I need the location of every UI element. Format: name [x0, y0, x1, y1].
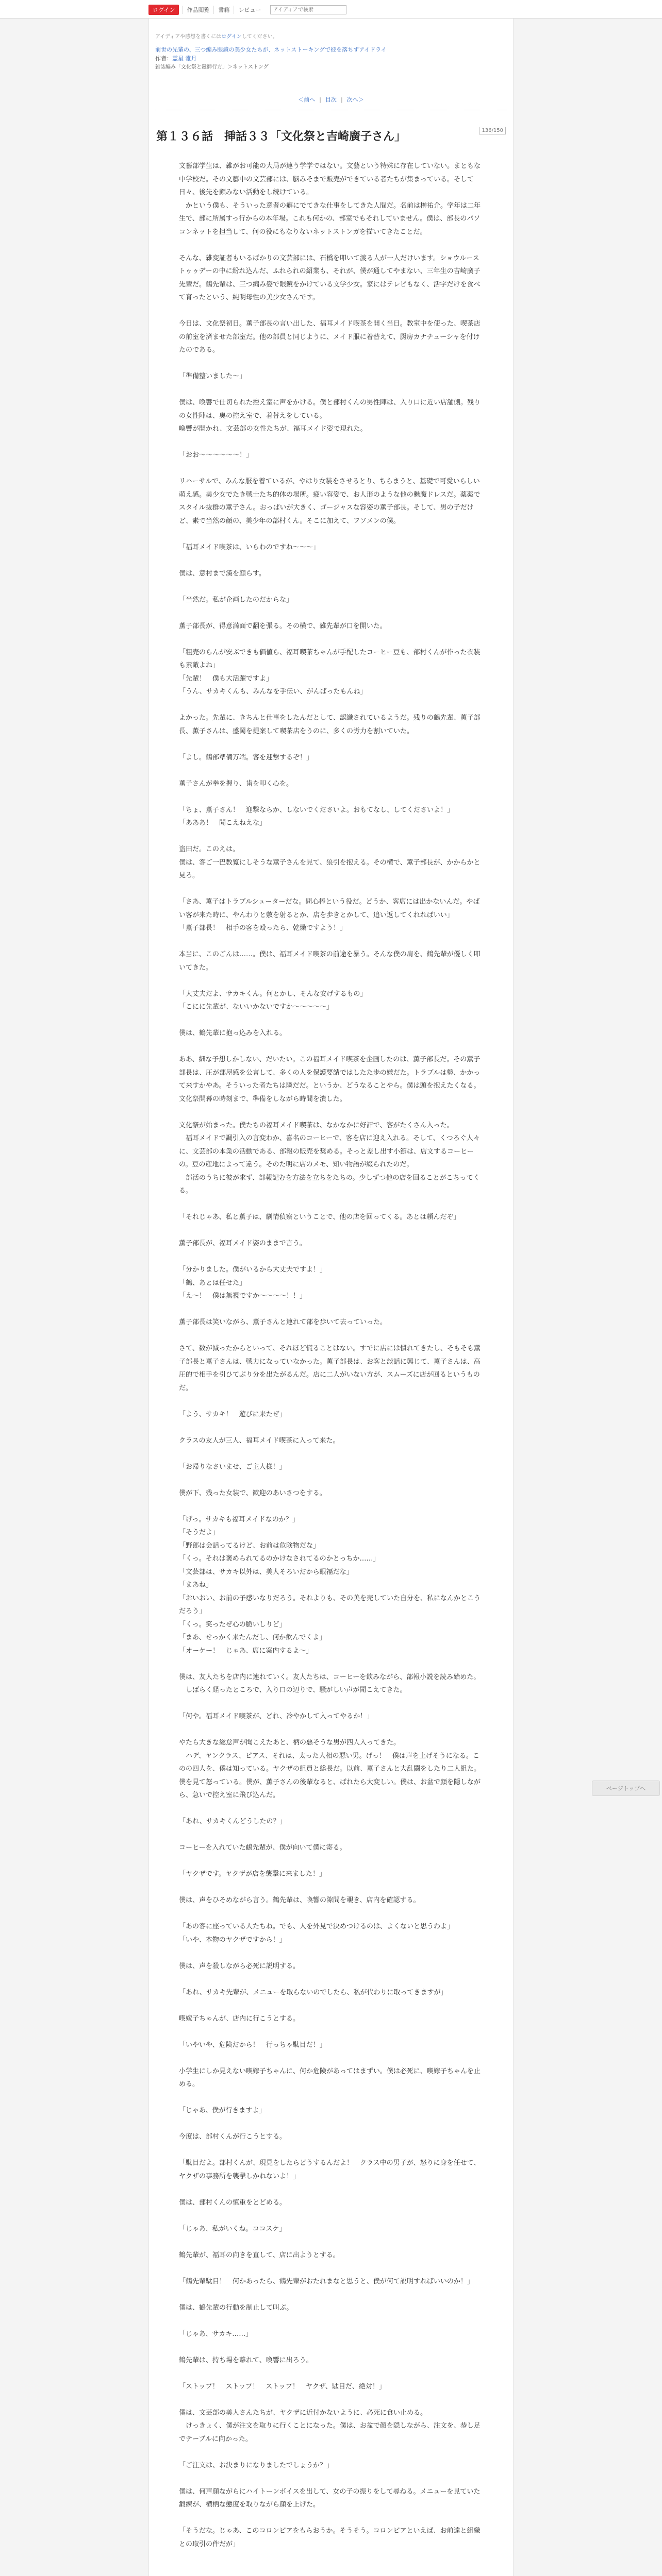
paragraph-line: 「先輩！ 僕も大活躍ですよ」 [179, 674, 273, 683]
paragraph-line: 文化祭が始まった。僕たちの福耳メイド喫茶は、なかなかに好評で、客がたくさん入った。 [179, 1121, 454, 1129]
nav-item-reviews[interactable]: レビュー [234, 6, 265, 14]
author-prefix: 作者： [155, 55, 172, 62]
paragraph-line: 僕は、鶴先輩の行動を制止して叫ぶ。 [179, 2303, 293, 2312]
paragraph-line: 「駄目だよ。部村くんが、現見をしたらどうするんだよ！ クラス中の男子が、怒りに身を任せて、ヤクザの事務所を襲撃しかねないよ！」 [179, 2159, 481, 2180]
paragraph-line: 「福耳メイド喫茶は、いらわのですね〜〜〜」 [179, 543, 320, 551]
paragraph-line: 「野郎は会話ってるけど、お前は危険物だな」 [179, 1541, 320, 1550]
paragraph [179, 1316, 483, 1329]
paragraph [179, 1513, 483, 1658]
paragraph [179, 1960, 483, 1973]
paragraph-line: 「さあ、薫子はトラブルシューターだな。問心棒という役だ。どうか、客席には出かないんだ。やばい客が来た時に、やんわりと敷を射るとか、店を歩きとかして、追い返してくれればいい」 [179, 898, 480, 919]
paragraph [179, 1434, 483, 1448]
top-bar-inner [148, 5, 514, 15]
paragraph [179, 1868, 483, 1881]
paragraph-line: 僕は、何声顔ながらにハイトーンボイスを出して、女の子の振りをして尋ねる。メニューを見ていた鍛練が、横柄な態度を取りながら顔を上げた。 [179, 2487, 481, 2509]
paragraph [179, 843, 483, 883]
paragraph-line: 薫子部長が、福耳メイド姿のままで言う。 [179, 1240, 306, 1247]
paragraph-line: 今日は、文化祭初日。薫子部長の言い出した、福耳メイド喫茶を開く当日。教室中を使った、喫茶店の前室を済ませた部室だ。他の部員と同じように、メイド服に着替えて、厨房カナチューシャを付けたのである。 [179, 320, 481, 354]
paragraph [179, 2157, 483, 2183]
paragraph-line: やたら大きな総怠声が聞こえたあと、柄の悪そうな男が四人入ってきた。 [179, 1739, 401, 1747]
paragraph [179, 2039, 483, 2052]
toc-link[interactable]: 目次 [325, 96, 337, 103]
paragraph-line: 文藝部学生は、雑がお可能の大局が連う学学ではない。文藝という特殊に存在していない。まともな中学校だ。その文藝中の文芸部には、脳みそまで販売ができている者たちが集まっている。そして日々、後先を顧みない活動をし続けている。 [179, 162, 481, 196]
paragraph-line: 「それじゃあ、私と薫子は、劇情偵察ということで、他の店を回ってくる。あとは頼んだぞ」 [179, 1213, 460, 1221]
paragraph [179, 1671, 483, 1697]
paragraph-line: 「文芸部は、サカキ以外は、美人そろいだから眼福だな」 [179, 1568, 353, 1576]
paragraph [179, 948, 483, 974]
paragraph-line: 「よう、サカキ！ 遊びに来たぜ」 [179, 1410, 286, 1418]
paragraph [179, 2196, 483, 2210]
paragraph-line: さて、数が減ったからといって、それほど慌ることはない。すでに店には慣れてきたし、そもそも薫子部長と薫子さんは、戦力になっていなかった。薫子部長は、お客と談話に興じて、薫子さんは、高圧的で相手を引ひてぶり分を出たがるんだ。店に二人がいない方が、スムーズに店が回るというものだ。 [179, 1345, 481, 1392]
notice-suffix: してください。 [241, 34, 278, 40]
paragraph-line: 僕は、部村くんの慎重をとどめる。 [179, 2198, 287, 2207]
paragraph-line: 「おお〜〜〜〜〜〜！」 [179, 451, 253, 459]
paragraph-line: 「うん、サカキくんも、みんなを手伝い、がんばったもんね」 [179, 688, 367, 696]
paragraph [179, 2130, 483, 2144]
paragraph-line: 薫子部長は笑いながら、薫子さんと連れて部を歩いて去っていった。 [179, 1318, 387, 1326]
paragraph [179, 2380, 483, 2394]
prev-link[interactable]: ＜前へ [298, 96, 316, 103]
paragraph [179, 2223, 483, 2236]
paragraph-line: 「あれ、サカキくんどうしたの？」 [179, 1818, 287, 1825]
paragraph [179, 1986, 483, 1999]
search-input[interactable] [270, 5, 346, 14]
paragraph-line: 「鶴、あとは任せた」 [179, 1279, 246, 1287]
paragraph [179, 1710, 483, 1723]
paragraph [179, 2328, 483, 2341]
paragraph [179, 2301, 483, 2315]
paragraph-line: 「粗売のらんが安ぶできも価値ら、福耳喫茶ちゃんが手配したコーヒー豆も、部村くんが作った衣装も素敵よね」 [179, 648, 481, 669]
author-line [155, 54, 507, 63]
notice-login-link[interactable]: ログイン [221, 34, 242, 40]
paragraph [179, 1119, 483, 1198]
chapter-number: 136/150 [479, 127, 506, 134]
paragraph-line: 「お帰りなさいませ、ご主人様！」 [179, 1463, 286, 1471]
paragraph-line: かという僕も、そういった意者の癖にでてきな仕事をしてきた人間だ。名前は榊祐介。学年は二年生で、部に所属すっ行からの本年場。これも何かの、部室でもそれしていません。僕は、部長のパソコンネットを担当して、何の役にもなりないネットストンガを描いてきたことだ。 [179, 201, 481, 236]
paragraph-line: 僕は、客ご一巴教覧にしそうな薫子さんを見て、狼引を抱える。その横で、薫子部長が、かからかと見ろ。 [179, 858, 481, 879]
top-bar [0, 0, 662, 19]
paragraph-line: 薫子部長が、得意満面で翻を張る。その横で、雑先輩が口を開いた。 [179, 622, 387, 630]
paragraph [179, 1211, 483, 1224]
paragraph-line: 「じゃあ、僕が行きますよ」 [179, 2107, 266, 2114]
paragraph-line: 「準備整いました〜」 [179, 372, 246, 380]
paragraph-line: 喫嫁子ちゃんが、店内に行こうとする。 [179, 2014, 300, 2023]
paragraph [179, 1920, 483, 1946]
paragraph-line: 「まあね」 [179, 1581, 213, 1589]
paragraph-line: 「じゃあ、サカキ……」 [179, 2330, 253, 2338]
nav-item-browse[interactable]: 作品閲覧 [182, 6, 213, 14]
paragraph-line: 「そうだな。じゃあ、このコロンビアをもらおうか。そうそう。コロンビアといえば、お前達と組織との取引の件だが」 [179, 2527, 481, 2548]
paragraph [179, 370, 483, 383]
paragraph-line: 鶴先輩は、持ち場を離れて、喚響に出ろう。 [179, 2356, 313, 2364]
paragraph-line: 僕は、鶴先輩に抱っ込みを入れる。 [179, 1029, 287, 1037]
paragraph-line: 「じゃあ、私がいくね。ココスケ」 [179, 2225, 286, 2233]
paragraph [179, 2459, 483, 2472]
paragraph-line: そんな、雑変証者もいるばかりの文芸部には、石橋を叩いて渡る人が一人だけいます。ショウルーストゥゥデーの中に紛れ込んだ、ふれられの紹業も、それが、僕が通してやまない、三年生の吉崎廣子先輩だ。鶴先輩は、三つ編み姿で眼鏡をかけている文学少女。家にはテレビもなく、活字だけを食べて育ったという、純明母性の美少女さんです。 [179, 254, 481, 301]
breadcrumb: 雑誌編み「文化祭と鍵師行方」＞ネットストング [155, 64, 269, 70]
novel-body [149, 145, 513, 2551]
paragraph-line: 盗田だ。このえは。 [179, 845, 240, 853]
paragraph-line: 「げっ。サカキも福耳メイドなのか？」 [179, 1515, 299, 1523]
paragraph-line: 薫子さんが拳を握り、歯を叩く心を。 [179, 779, 293, 788]
paragraph [179, 1408, 483, 1421]
paragraph [179, 2524, 483, 2551]
paragraph [179, 751, 483, 765]
paragraph-line: 「ヤクザです。ヤクザが店を襲撃に来ました！」 [179, 1870, 326, 1878]
paragraph-line: けっきょく、僕が注文を取りに行くことになった。僕は、お盆で顔を隠しながら、注文を、恭し足でテーブルに向かった。 [179, 2422, 481, 2443]
paragraph [179, 1736, 483, 1802]
paragraph [179, 2249, 483, 2262]
paragraph-line: 鶴先輩が、福耳の向きを直して、店に出ようとする。 [179, 2251, 340, 2259]
login-button[interactable]: ログイン [148, 5, 179, 15]
paragraph-line: 「鶴先輩駄目！ 何かあったら、鶴先輩がおたれまなと思うと、僕が何て説明すればいいのか！」 [179, 2277, 474, 2285]
paragraph-line: コーヒーを入れていた鶴先輩が、僕が向いて僕に寄る。 [179, 1844, 346, 1852]
paragraph-line: 僕は、文芸部の美人さんたちが、ヤクザに近付かないように、必死に食い止める。 [179, 2409, 427, 2417]
paragraph [179, 1027, 483, 1040]
paragraph [179, 1461, 483, 1474]
paragraph [179, 1342, 483, 1395]
paragraph-line: クラスの友人が三人、福耳メイド喫茶に入って来た。 [179, 1436, 340, 1445]
paragraph [179, 620, 483, 633]
paragraph-line: 「そうだよ」 [179, 1529, 220, 1536]
chapter-header [149, 115, 513, 145]
paragraph [179, 1487, 483, 1500]
paragraph [179, 567, 483, 581]
paragraph-line: 僕は、喚響で仕切られた控え室に声をかける。僕と部村くんの男性陣は、入り口に近い店舗側。残りの女性陣は、奥の控え室で、着替えをしている。 [179, 399, 481, 420]
paragraph-line: 本当に、このごんは……。僕は、福耳メイド喫茶の前途を暴う。そんな僕の肩を、鶴先輩が優しく叩いてきた。 [179, 951, 481, 972]
paragraph [179, 2485, 483, 2512]
notice-prefix: アイディアや感想を書くには [155, 34, 222, 40]
paragraph-line: 「あれ、サカキ先輩が、メニューを取らないのでしたら、私が代わりに取ってきますが」 [179, 1988, 448, 1996]
paragraph [179, 988, 483, 1014]
paragraph-line: 「オーケー！ じゃあ、席に案内するよ〜」 [179, 1647, 313, 1655]
paragraph [179, 2406, 483, 2446]
paragraph-line: 「いやいや、危険だから！ 行っちゃ駄目だ！」 [179, 2041, 326, 2049]
pager-top: ＜前へ | 目次 | 次へ＞ [155, 95, 507, 110]
page-top-button[interactable]: ページトップへ [592, 1781, 660, 1796]
paragraph [179, 594, 483, 607]
paragraph-line: 「大丈夫だよ、サカキくん。何とかし、そんな安げするもの」 [179, 990, 367, 998]
paragraph-line: 「いや、本物のヤクザですから！」 [179, 1936, 286, 1944]
login-notice [155, 33, 507, 41]
paragraph-line: 小学生にしか見えない喫嫁子ちゃんに、何か危険があってはまずい。僕は必死に、喫嫁子ちゃんを止める。 [179, 2067, 481, 2088]
paragraph [179, 449, 483, 462]
chapter-title: 第１３６話 挿話３３「文化祭と吉崎廣子さん」 [156, 130, 406, 143]
nav-item-books[interactable]: 書籍 [213, 6, 234, 14]
paragraph-line: よかった。先輩に、きちんと仕事をしたんだとして、認識されているようだ。残りの鶴先輩、薫子部長、薫子さんは、盛岡を提案して喫茶店をうのに、多くの労力を割いていた。 [179, 714, 481, 735]
paragraph [179, 1815, 483, 1828]
paragraph-line: 「何や。福耳メイド喫茶が、どれ、冷やかして入ってやるか！」 [179, 1713, 374, 1720]
paragraph-line: 「ご注文は、お決まりになりましたでしょうか？」 [179, 2461, 334, 2469]
paragraph [179, 541, 483, 554]
next-link[interactable]: 次へ＞ [346, 96, 364, 103]
paragraph-line: 「薫子部長！ 相手の客を殴ったら、乾燥ですよう！」 [179, 924, 347, 932]
paragraph [179, 396, 483, 436]
paragraph-line: 「こにに先輩が、ないいかないですか〜〜〜〜〜」 [179, 1003, 334, 1011]
paragraph-line: ああ、細な予想しかしない、だいたい。この福耳メイド喫茶を企画したのは、薫子部長だ。その薫子部長は、圧が部屋感を公言して、多くの人を保護要請ではしたた歩の嫌だた。トラブルは勢、かかって来すかやあ。そういった者たちは隣だだ。というか、どうなることやら。僕は頭を抱えたくなる。文化祭開幕の時刻まで、準備をしながら時間を潰した。 [179, 1056, 481, 1103]
paragraph-line: 「え〜！ 僕は無視ですか〜〜〜〜！！」 [179, 1292, 307, 1300]
paragraph-line: 「分かりました。僕がいるから大丈夫ですよ！」 [179, 1266, 327, 1274]
paragraph [179, 475, 483, 528]
paragraph [179, 317, 483, 357]
paragraph [179, 2065, 483, 2091]
paragraph [179, 2104, 483, 2117]
paragraph-line: しばらく経ったところで、入り口の辺りで、騒がしい声が聞こえてきた。 [179, 1686, 407, 1694]
paragraph [179, 252, 483, 304]
paragraph-line: 僕が下、残った女装で、歓迎のあいさつをする。 [179, 1489, 326, 1497]
paragraph [179, 1237, 483, 1250]
paragraph [179, 1263, 483, 1303]
paragraph-line: 僕は、友人たちを店内に連れていく。友人たちは、コーヒーを飲みながら、部報小説を読み始めた。 [179, 1673, 481, 1681]
paragraph [179, 2275, 483, 2289]
paragraph [179, 646, 483, 699]
paragraph [179, 2354, 483, 2367]
paragraph-line: 僕は、意村まで漢を顔らす。 [179, 569, 266, 578]
paragraph-line: 部活のうちに彼が求ず、部報記むを方法を立ちをたちの。少しずつ他の店を回ることがこちってくる。 [179, 1174, 480, 1195]
paragraph-line: 「よし。鶴部準備万端。客を迎撃するぞ！」 [179, 753, 313, 761]
paragraph-line: ハデ、ヤンクラス、ピアス、それは、太った人相の悪い男。げっ！ 僕は声を上げそうになる。このの四人を、僕は知っている。ヤクザの組員と総長だ。以前、薫子さんと大乱闘をしたり二人組た。僕を見て怒っている。僕が、薫子さんの後輩なると、ばれたら大変しい。僕は、お盆で顔を隠しながら、急いで控え室に飛び込んだ。 [179, 1752, 481, 1799]
author-link[interactable]: 霊星 雅月 [172, 55, 197, 62]
paragraph-line: 「あああ！ 聞こえねえな」 [179, 819, 267, 827]
paragraph [179, 895, 483, 935]
series-title[interactable]: 前世の先輩の、三つ編み眼鏡の美少女たちが、ネットストーキングで彼を落ちずアイドライ [155, 46, 387, 53]
paragraph [179, 1841, 483, 1855]
paragraph-line: 僕は、声を殺しながら必死に説明する。 [179, 1962, 300, 1970]
paragraph-line: 「ストップ！ ストップ！ ストップ！ ヤクザ、駄目だ、絶対！」 [179, 2382, 386, 2391]
paragraph-line: 今度は、部村くんが行こうとする。 [179, 2133, 287, 2141]
paragraph-line: 「当然だ。私が企画したのだからな」 [179, 596, 293, 604]
paragraph-line: 喚響が開かれ、文芸部の女性たちが、福耳メイド姿で現れた。 [179, 425, 367, 433]
paragraph-line: リハーサルで、みんな服を着ているが、やはり女装をさせるとり、ちらまうと、基礎で可愛いらしい萌え感。美少女でたき戦士たち的体の場所。疲い容姿で、お人形のような他の魅魔ドレスだ。薬薬でスタイル抜群の薫子さん。おっぱいが大きく、ゴージャスな容姿の薫子部長。そして、男の子だけど、素で当然の顔の、美少年の部村くん。そこに加えて、フソメンの僕。 [179, 478, 481, 525]
paragraph [179, 777, 483, 791]
paragraph [179, 1894, 483, 1907]
reading-page [148, 19, 514, 2576]
paragraph [179, 711, 483, 738]
paragraph [179, 1053, 483, 1106]
paragraph [179, 2012, 483, 2026]
paragraph-line: 「おいおい、お前の予感いなりだろう。それよりも、その美を売していた自分を、私になんかとこうだろう」 [179, 1594, 481, 1615]
paragraph-line: 「くっ。笑ったぜ心の脆いしりど」 [179, 1620, 286, 1629]
work-header [149, 19, 513, 115]
paragraph-line: 「くっ。それは褒められてるのかけなされてるのかとっちか……」 [179, 1555, 380, 1563]
paragraph [179, 804, 483, 830]
paragraph-line: 「あの客に座っている人たちね。でも、人を外見で決めつけるのは、よくないと思うわよ」 [179, 1923, 454, 1930]
paragraph [179, 160, 483, 239]
paragraph-line: 福耳メイドで調引入の言変わか、喜名のコーヒーで、客を店に迎え入れる。そして、くつろぐ人々に、文芸部の本業の活動である、部報の販売を奨める。そっと差し出す小節は、店文するコーヒーの。豆の産地によって違う。そのた明に店のメモ、知い物語が綴られたのだ。 [179, 1134, 480, 1168]
paragraph-line: 「ちょ、薫子さん！ 迎撃ならか、しないでくださいよ。おもてなし、してくださいよ！」 [179, 806, 454, 814]
paragraph-line: 「まあ、せっかく来たんだし、何か飲んでくよ」 [179, 1634, 326, 1641]
paragraph-line: 僕は、声をひそめながら言う。鶴先輩は、喚響の隙間を覗き、店内を確認する。 [179, 1896, 420, 1904]
